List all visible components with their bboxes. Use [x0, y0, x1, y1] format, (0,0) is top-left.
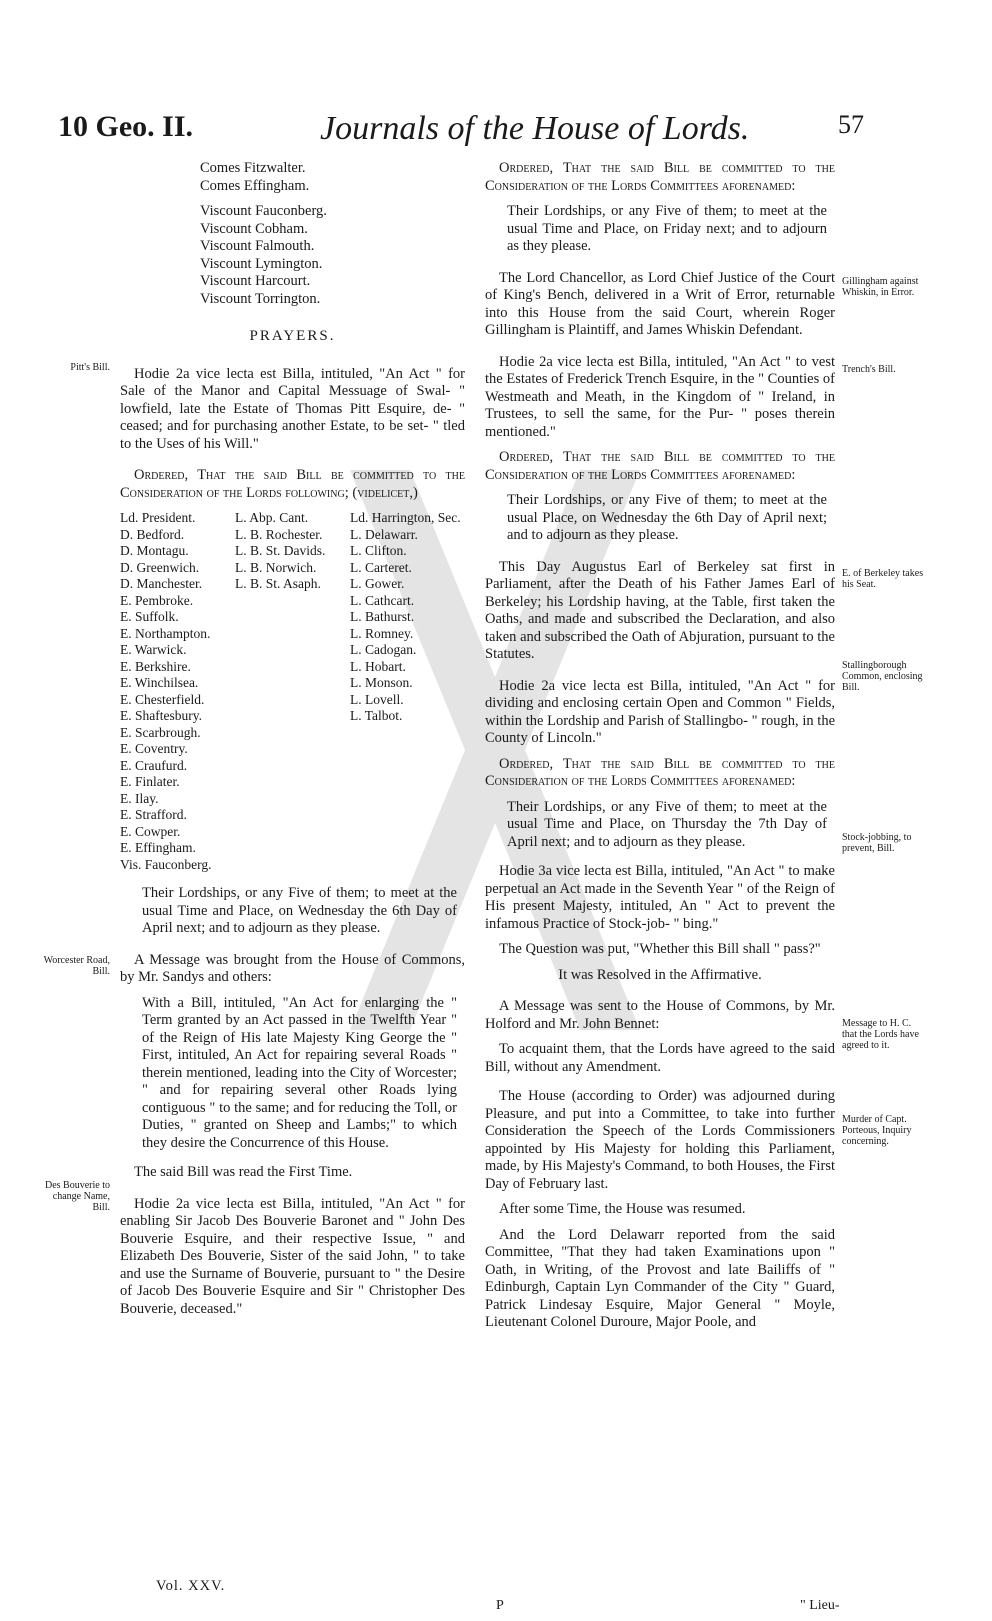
meeting-instruction: Their Lordships, or any Five of them; to meet at the usual Time and Place, on Thursday the 7th Day of April next; and to adjourn as they please. — [507, 798, 827, 850]
lord-entry: L. Talbot. — [350, 708, 403, 723]
delawarr-report-text: And the Lord Delawarr reported from the said Committee, "That they had taken Examinations upon " Oath, in Writing, of the Provost and late Bailiffs of " Edinburgh, Captain Lyn Commander of the City " Guard, Patrick Lindesay Esquire, Major General " Moyle, Lieutenant Colonel Duroure, Major Poole, and — [485, 1226, 835, 1330]
worcester-message: A Message was brought from the House of Commons, by Mr. Sandys and others: — [120, 951, 465, 985]
house-resumed: After some Time, the House was resumed. — [499, 1201, 746, 1217]
lord-entry: L. Cathcart. — [350, 592, 415, 608]
trench-bill-text: Hodie 2a vice lecta est Billa, intituled, "An Act " to vest the Estates of Frederick Trench Esquire, in the " Counties of Westmeath and Meath, in the Kingdom of " Ireland, in Trustees, to sell the same, for the Pur- " poses therein mentioned." — [485, 353, 835, 440]
names-top-list — [120, 160, 465, 308]
name-entry: Comes Effingham. — [200, 177, 310, 194]
margin-note-stallingborough: Stallingborough Common, enclosing Bill. — [842, 660, 923, 693]
lord-entry: L. Clifton. — [350, 543, 407, 558]
berkeley-seat-text: This Day Augustus Earl of Berkeley sat first in Parliament, after the Death of his Father James Earl of Berkeley; his Lordship having, at the Table, first taken the Oaths, and made and subscribed the Declaration, and also taken and subscribed the Oath of Abjuration, pursuant to the Statutes. — [485, 558, 835, 662]
lords-column-1 — [120, 510, 235, 873]
lord-entry: L. Cadogan. — [350, 642, 417, 657]
acquaint-text: To acquaint them, that the Lords have agreed to the said Bill, without any Amendment. — [485, 1041, 835, 1075]
ordered-committee: Ordered, That the said Bill be committed to the Consideration of the Lords Committees aforenamed: — [485, 449, 835, 483]
lord-entry: E. Ilay. — [120, 790, 159, 806]
ordered-committee-list: Ordered, That the said Bill be committed to the Consideration of the Lords following; (videlicet,) — [120, 467, 465, 501]
lord-entry: E. Coventry. — [120, 741, 188, 756]
margin-note-des-bouverie: Des Bouverie to change Name, Bill. — [45, 1180, 110, 1213]
lord-entry: L. Lovell. — [350, 691, 404, 707]
margin-note-pitt: Pitt's Bill. — [70, 362, 110, 373]
name-entry: Viscount Harcourt. — [200, 273, 311, 289]
catchword: " Lieu- — [800, 1598, 840, 1613]
lord-entry: E. Cowper. — [120, 823, 181, 839]
lord-entry: E. Chesterfield. — [120, 691, 205, 707]
lord-entry: Ld. Harrington, Sec. — [350, 510, 461, 525]
meeting-instruction: Their Lordships, or any Five of them; to meet at the usual Time and Place, on Wednesday the 6th Day of April next; and to adjourn as they please. — [142, 885, 457, 936]
name-entry: Viscount Torrington. — [200, 290, 321, 307]
lord-entry: E. Pembroke. — [120, 592, 194, 608]
ordered-committee: Ordered, That the said Bill be committed to the Consideration of the Lords Committees aforenamed: — [485, 160, 835, 194]
lord-entry: L. B. St. Asaph. — [235, 576, 321, 591]
lord-entry: E. Finlater. — [120, 774, 180, 789]
margin-note-porteous: Murder of Capt. Porteous, Inquiry concerning. — [842, 1114, 912, 1147]
lord-entry: D. Greenwich. — [120, 559, 200, 575]
right-column — [485, 160, 835, 1340]
lord-entry: Ld. President. — [120, 510, 196, 525]
lord-entry: E. Warwick. — [120, 642, 187, 657]
message-to-commons: A Message was sent to the House of Commons, by Mr. Holford and Mr. John Bennet: — [485, 998, 835, 1032]
margin-note-message: Message to H. C. that the Lords have agreed to it. — [842, 1018, 919, 1051]
lord-entry: Vis. Fauconberg. — [120, 856, 212, 872]
porteous-committee-text: The House (according to Order) was adjourned during Pleasure, and put into a Committee, to take into further Consideration the Speech of the Lords Commissioners appointed by His Majesty for holding this Parliament, made, by His Majesty's Command, to both Houses, the First Day of February last. — [485, 1088, 835, 1192]
lords-committee-list — [120, 510, 465, 873]
name-entry: Viscount Fauconberg. — [200, 203, 327, 219]
lord-entry: E. Scarbrough. — [120, 724, 201, 740]
lord-entry: L. Delawarr. — [350, 526, 418, 542]
gillingham-writ-text: The Lord Chancellor, as Lord Chief Justice of the Court of King's Bench, delivered in a Writ of Error, returnable into this House from the said Court, wherein Roger Gillingham is Plaintiff, and James Whiskin Defendant. — [485, 269, 835, 338]
margin-note-stock-jobbing: Stock-jobbing, to prevent, Bill. — [842, 832, 912, 854]
page-number: 57 — [838, 110, 864, 139]
lord-entry: D. Montagu. — [120, 543, 189, 558]
lord-entry: L. Gower. — [350, 576, 405, 591]
margin-note-trench: Trench's Bill. — [842, 364, 896, 375]
lord-entry: E. Craufurd. — [120, 757, 188, 773]
meeting-instruction: Their Lordships, or any Five of them; to meet at the usual Time and Place, on Friday next; and to adjourn as they please. — [507, 203, 827, 254]
margin-note-gillingham: Gillingham against Whiskin, in Error. — [842, 276, 919, 298]
lord-entry: D. Bedford. — [120, 526, 185, 542]
lord-entry: E. Suffolk. — [120, 609, 179, 624]
lord-entry: E. Winchilsea. — [120, 675, 199, 690]
lord-entry: E. Northampton. — [120, 625, 211, 641]
first-reading-note: The said Bill was read the First Time. — [134, 1164, 353, 1180]
lords-column-2 — [235, 510, 350, 873]
margin-note-worcester: Worcester Road, Bill. — [43, 955, 110, 977]
lord-entry: E. Shaftesbury. — [120, 708, 202, 723]
lord-entry: L. Romney. — [350, 625, 414, 641]
lord-entry: L. Monson. — [350, 675, 413, 690]
name-entry: Viscount Falmouth. — [200, 238, 315, 254]
lord-entry: D. Manchester. — [120, 576, 203, 591]
worcester-bill-text: With a Bill, intituled, "An Act for enlarging the " Term granted by an Act passed in the Twelfth Year " of the Reign of His late Majesty King George the " First, intituled, An Act for repairing several Roads " therein mentioned, leading into the City of Worcester; " and for repairing several other Roads lying contiguous " to the same; and for reducing the Toll, or Duties, " granted on Sheep and Lambs;" to which they desire the Concurrence of this House. — [142, 994, 457, 1151]
header-title: Journals of the House of Lords. — [320, 110, 750, 147]
pitt-bill-text: Hodie 2a vice lecta est Billa, intituled, "An Act " for Sale of the Manor and Capital Messuage of Swal- " lowfield, late the Estate of Thomas Pitt Esquire, de- " ceased; and for purchasing another Estate, to be set- " tled to the Uses of his Will." — [120, 365, 465, 452]
question-put: The Question was put, "Whether this Bill shall " pass?" — [499, 941, 821, 957]
lords-column-3 — [350, 510, 465, 873]
lord-entry: L. Hobart. — [350, 658, 406, 674]
volume-label: Vol. XXV. — [156, 1578, 226, 1594]
lord-entry: L. Abp. Cant. — [235, 510, 309, 525]
lord-entry: L. Bathurst. — [350, 609, 415, 624]
lord-entry: E. Strafford. — [120, 807, 187, 822]
lord-entry: L. B. Rochester. — [235, 526, 323, 542]
meeting-instruction: Their Lordships, or any Five of them; to meet at the usual Place, on Wednesday the 6th Day of April next; and to adjourn as they please. — [507, 492, 827, 543]
resolved-affirmative: It was Resolved in the Affirmative. — [558, 966, 762, 983]
name-entry: Viscount Lymington. — [200, 255, 323, 272]
name-entry: Viscount Cobham. — [200, 220, 308, 237]
name-entry: Comes Fitzwalter. — [200, 160, 306, 176]
margin-note-berkeley: E. of Berkeley takes his Seat. — [842, 568, 924, 590]
des-bouverie-bill-text: Hodie 2a vice lecta est Billa, intituled, "An Act " for enabling Sir Jacob Des Bouverie Baronet and " John Des Bouverie Esquire, and their respective Issue, " and Elizabeth Des Bouverie, Sister of the said John, " to take and use the Surname of Bouverie, pursuant to " the Desire of Jacob Des Bouverie Esquire and Sir " Christopher Des Bouverie, deceased." — [120, 1195, 465, 1317]
stallingborough-bill-text: Hodie 2a vice lecta est Billa, intituled, "An Act " for dividing and enclosing certain Open and Common " Fields, within the Lordship and Parish of Stallingbo- " rough, in the County of Lincoln." — [485, 677, 835, 746]
lord-entry: L. B. St. Davids. — [235, 543, 326, 558]
ordered-committee: Ordered, That the said Bill be committed to the Consideration of the Lords Committees aforenamed: — [485, 755, 835, 789]
lord-entry: L. Carteret. — [350, 559, 412, 575]
signature-mark: P — [496, 1598, 504, 1613]
lord-entry: E. Effingham. — [120, 840, 196, 855]
stock-jobbing-bill-text: Hodie 3a vice lecta est Billa, intituled, "An Act " to make perpetual an Act made in the Seventh Year " of the Reign of His present Majesty, intituled, An " Act to prevent the infamous Practice of Stock-job- " bing." — [485, 863, 835, 932]
left-column — [120, 160, 465, 1326]
lord-entry: L. B. Norwich. — [235, 559, 317, 575]
prayers-heading: PRAYERS. — [249, 328, 336, 344]
header-session: 10 Geo. II. — [58, 110, 193, 143]
lord-entry: E. Berkshire. — [120, 658, 191, 674]
